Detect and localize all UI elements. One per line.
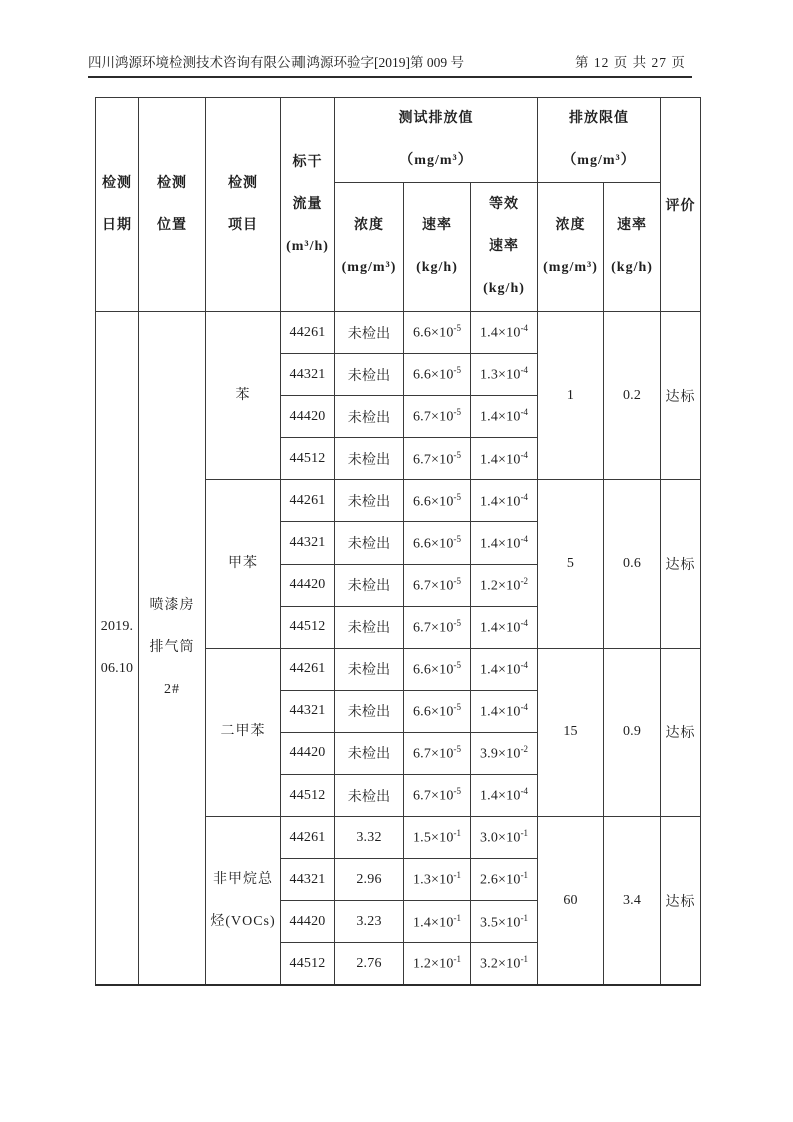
limit-concentration-cell: 1: [538, 312, 604, 480]
rate-cell: $6.7\times 10^{-5}$: [404, 396, 471, 438]
header-location: 检测 位置: [139, 98, 206, 312]
rate-cell: $6.6\times 10^{-5}$: [404, 522, 471, 564]
date-cell: 2019. 06.10: [96, 312, 139, 986]
location-cell: 喷漆房 排气筒 2#: [139, 312, 206, 986]
rate-cell: $6.7\times 10^{-5}$: [404, 564, 471, 606]
equiv-rate-cell: $1.4\times 10^{-4}$: [471, 312, 538, 354]
limit-rate-cell: 3.4: [604, 817, 661, 985]
rate-cell: $1.2\times 10^{-1}$: [404, 943, 471, 985]
flow-cell: 44321: [281, 690, 335, 732]
evaluation-cell: 达标: [661, 817, 701, 985]
evaluation-cell: 达标: [661, 648, 701, 816]
concentration-cell: 未检出: [335, 396, 404, 438]
header-test-group: 测试排放值 （mg/m³）: [335, 98, 538, 183]
results-table: [95, 97, 701, 986]
rate-cell: $6.6\times 10^{-5}$: [404, 648, 471, 690]
equiv-rate-cell: $3.2\times 10^{-1}$: [471, 943, 538, 985]
equiv-rate-cell: $1.4\times 10^{-4}$: [471, 522, 538, 564]
flow-cell: 44420: [281, 564, 335, 606]
item-cell: 苯: [206, 312, 281, 480]
rate-cell: $6.6\times 10^{-5}$: [404, 690, 471, 732]
rate-cell: $6.7\times 10^{-5}$: [404, 775, 471, 817]
item-cell: 非甲烷总 烃(VOCs): [206, 817, 281, 985]
flow-cell: 44261: [281, 480, 335, 522]
header-concentration: 浓度 (mg/m³): [335, 183, 404, 312]
header-date: 检测 日期: [96, 98, 139, 312]
page-header: [88, 52, 692, 78]
header-limit-group: 排放限值 （mg/m³）: [538, 98, 661, 183]
flow-cell: 44512: [281, 943, 335, 985]
equiv-rate-cell: $1.4\times 10^{-4}$: [471, 648, 538, 690]
rate-cell: $6.6\times 10^{-5}$: [404, 354, 471, 396]
equiv-rate-cell: $1.4\times 10^{-4}$: [471, 480, 538, 522]
concentration-cell: 未检出: [335, 690, 404, 732]
concentration-cell: 未检出: [335, 522, 404, 564]
limit-rate-cell: 0.9: [604, 648, 661, 816]
flow-cell: 44321: [281, 354, 335, 396]
flow-cell: 44420: [281, 901, 335, 943]
flow-cell: 44420: [281, 732, 335, 774]
equiv-rate-cell: $3.5\times 10^{-1}$: [471, 901, 538, 943]
header-evaluation: 评价: [661, 98, 701, 312]
flow-cell: 44512: [281, 606, 335, 648]
item-cell: 二甲苯: [206, 648, 281, 816]
flow-cell: 44512: [281, 775, 335, 817]
concentration-cell: 未检出: [335, 732, 404, 774]
company-name: 四川鸿源环境检测技术咨询有限公司: [88, 55, 304, 70]
limit-concentration-cell: 5: [538, 480, 604, 648]
limit-rate-cell: 0.6: [604, 480, 661, 648]
rate-cell: $1.3\times 10^{-1}$: [404, 859, 471, 901]
rate-cell: $6.6\times 10^{-5}$: [404, 312, 471, 354]
document-number: 川鸿源环验字[2019]第 009 号: [293, 55, 464, 70]
concentration-cell: 未检出: [335, 312, 404, 354]
concentration-cell: 未检出: [335, 564, 404, 606]
equiv-rate-cell: $1.3\times 10^{-4}$: [471, 354, 538, 396]
flow-cell: 44420: [281, 396, 335, 438]
concentration-cell: 未检出: [335, 354, 404, 396]
header-flow: 标干 流量 (m³/h): [281, 98, 335, 312]
rate-cell: $1.5\times 10^{-1}$: [404, 817, 471, 859]
equiv-rate-cell: $3.9\times 10^{-2}$: [471, 732, 538, 774]
limit-concentration-cell: 15: [538, 648, 604, 816]
flow-cell: 44261: [281, 312, 335, 354]
limit-rate-cell: 0.2: [604, 312, 661, 480]
header-limit-rate: 速率 (kg/h): [604, 183, 661, 312]
concentration-cell: 未检出: [335, 606, 404, 648]
concentration-cell: 3.32: [335, 817, 404, 859]
evaluation-cell: 达标: [661, 480, 701, 648]
rate-cell: $6.6\times 10^{-5}$: [404, 480, 471, 522]
evaluation-cell: 达标: [661, 312, 701, 480]
concentration-cell: 2.76: [335, 943, 404, 985]
rate-cell: $6.7\times 10^{-5}$: [404, 606, 471, 648]
equiv-rate-cell: $1.4\times 10^{-4}$: [471, 775, 538, 817]
equiv-rate-cell: $1.4\times 10^{-4}$: [471, 396, 538, 438]
item-cell: 甲苯: [206, 480, 281, 648]
header-rate: 速率 (kg/h): [404, 183, 471, 312]
rate-cell: $6.7\times 10^{-5}$: [404, 732, 471, 774]
equiv-rate-cell: $2.6\times 10^{-1}$: [471, 859, 538, 901]
header-limit-concentration: 浓度 (mg/m³): [538, 183, 604, 312]
flow-cell: 44321: [281, 859, 335, 901]
concentration-cell: 未检出: [335, 480, 404, 522]
concentration-cell: 3.23: [335, 901, 404, 943]
equiv-rate-cell: $1.2\times 10^{-2}$: [471, 564, 538, 606]
flow-cell: 44261: [281, 648, 335, 690]
equiv-rate-cell: $3.0\times 10^{-1}$: [471, 817, 538, 859]
equiv-rate-cell: $1.4\times 10^{-4}$: [471, 438, 538, 480]
table-row: [96, 312, 701, 354]
header-row-groups: [96, 98, 701, 183]
limit-concentration-cell: 60: [538, 817, 604, 985]
flow-cell: 44512: [281, 438, 335, 480]
concentration-cell: 2.96: [335, 859, 404, 901]
header-equiv-rate: 等效 速率 (kg/h): [471, 183, 538, 312]
header-item: 检测 项目: [206, 98, 281, 312]
concentration-cell: 未检出: [335, 648, 404, 690]
flow-cell: 44321: [281, 522, 335, 564]
equiv-rate-cell: $1.4\times 10^{-4}$: [471, 690, 538, 732]
flow-cell: 44261: [281, 817, 335, 859]
concentration-cell: 未检出: [335, 438, 404, 480]
equiv-rate-cell: $1.4\times 10^{-4}$: [471, 606, 538, 648]
rate-cell: $6.7\times 10^{-5}$: [404, 438, 471, 480]
concentration-cell: 未检出: [335, 775, 404, 817]
page-number: 第 12 页 共 27 页: [575, 55, 686, 70]
rate-cell: $1.4\times 10^{-1}$: [404, 901, 471, 943]
